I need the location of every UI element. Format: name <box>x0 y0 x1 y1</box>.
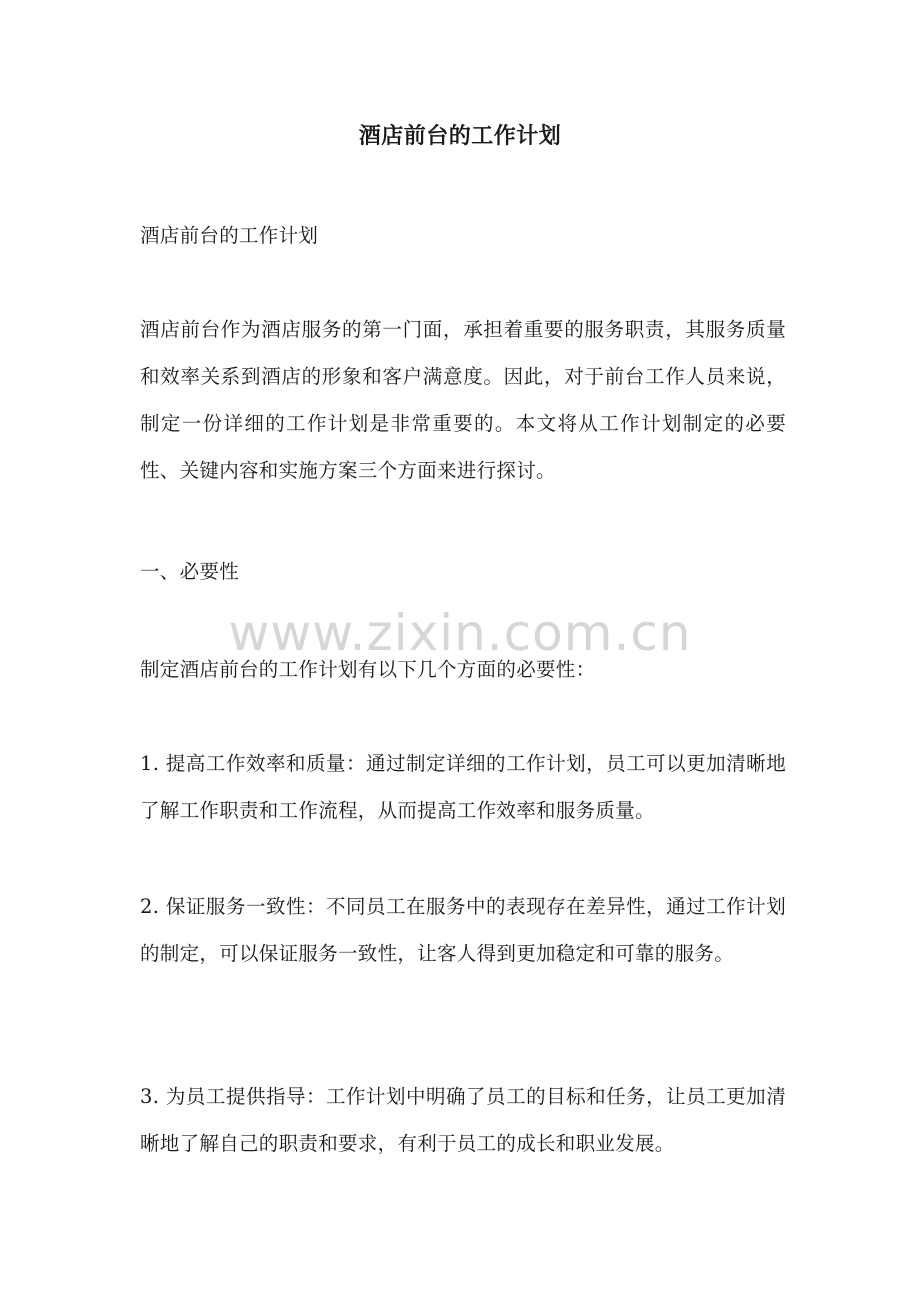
list-item: 1. 提高工作效率和质量：通过制定详细的工作计划，员工可以更加清晰地了解工作职责和工作流程，从而提高工作效率和服务质量。 <box>140 752 786 822</box>
intro-paragraph: 酒店前台作为酒店服务的第一门面，承担着重要的服务职责，其服务质量和效率关系到酒店的形象和客户满意度。因此，对于前台工作人员来说，制定一份详细的工作计划是非常重要的。本文将从工作计划制定的必要性、关键内容和实施方案三个方面来进行探讨。 <box>140 318 786 482</box>
watermark-text: www.zixin.com.cn <box>228 604 692 662</box>
section-heading-necessity: 一、必要性 <box>140 560 240 583</box>
subtitle-paragraph: 酒店前台的工作计划 <box>140 224 319 247</box>
list-item: 2. 保证服务一致性：不同员工在服务中的表现存在差异性，通过工作计划的制定，可以保证服务一致性，让客人得到更加稳定和可靠的服务。 <box>140 895 786 965</box>
section-lead-paragraph: 制定酒店前台的工作计划有以下几个方面的必要性： <box>140 658 596 681</box>
document-title: 酒店前台的工作计划 <box>358 123 562 149</box>
list-item: 3. 为员工提供指导：工作计划中明确了员工的目标和任务，让员工更加清晰地了解自己的职责和要求，有利于员工的成长和职业发展。 <box>140 1085 786 1155</box>
